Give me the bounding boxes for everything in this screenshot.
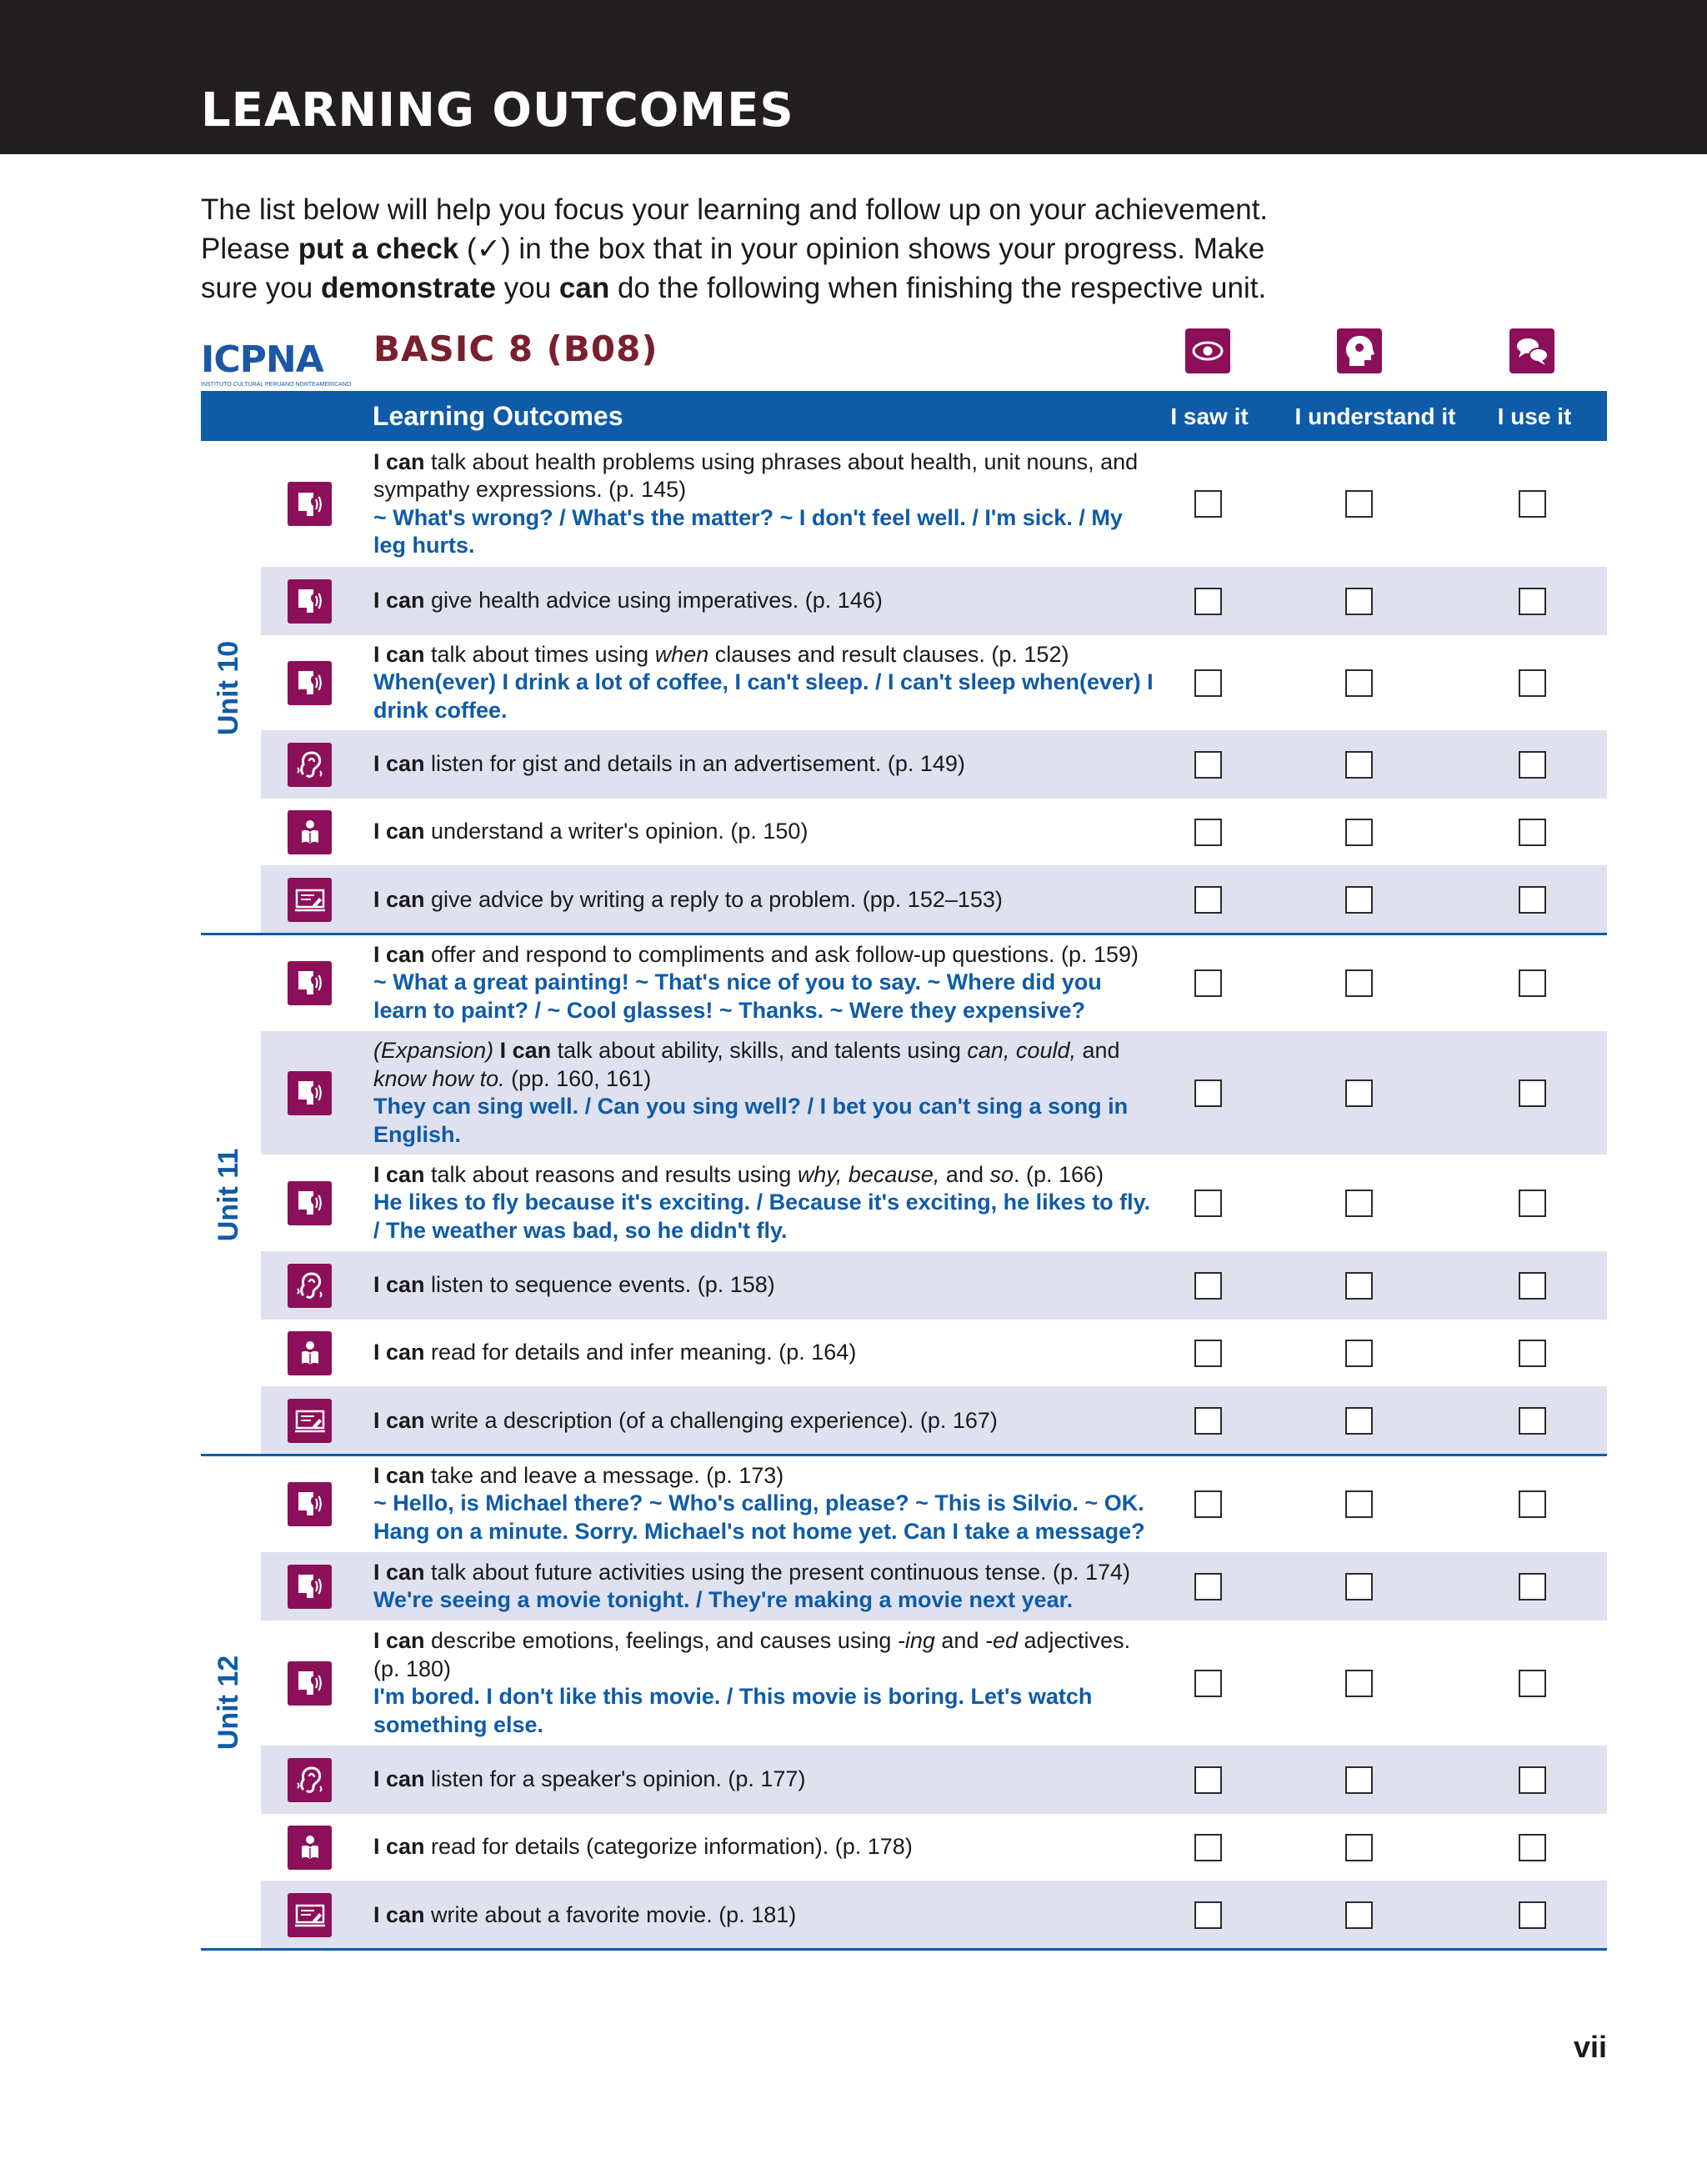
understand-it-checkbox[interactable]	[1345, 1190, 1373, 1217]
eye-icon	[1185, 328, 1230, 373]
outcome-description: and	[939, 1161, 990, 1187]
outcome-description: talk about future activities using the present continuous tense. (p. 174)	[424, 1559, 1131, 1585]
speaking-icon	[288, 1181, 332, 1225]
outcome-description: read for details and infer meaning. (p. 164)	[424, 1340, 857, 1365]
speaking-icon	[288, 482, 332, 526]
saw-it-checkbox[interactable]	[1194, 1490, 1222, 1518]
outcome-description: write a description (of a challenging experience). (p. 167)	[424, 1407, 998, 1433]
speaking-icon	[288, 1661, 332, 1706]
outcome-italic-term: can, could,	[967, 1038, 1076, 1063]
outcome-lead: I can	[373, 1834, 425, 1859]
speaking-icon	[288, 579, 332, 624]
outcome-row	[261, 1620, 1607, 1746]
use-it-checkbox[interactable]	[1519, 1079, 1546, 1107]
reading-icon	[288, 1331, 332, 1375]
outcome-row	[261, 1386, 1607, 1455]
outcome-text	[373, 587, 1157, 615]
saw-it-checkbox[interactable]	[1194, 886, 1222, 914]
outcome-lead: I can	[373, 1161, 425, 1187]
understand-it-checkbox[interactable]	[1345, 969, 1373, 997]
outcome-description: (pp. 160, 161)	[504, 1065, 652, 1091]
outcome-example: ~ Hello, is Michael there? ~ Who's calling, please? ~ This is Silvio. ~ OK. Hang on a minute. Sorry. Michael's not home yet. Can I take a message?	[373, 1490, 1145, 1544]
outcome-description: write about a favorite movie. (p. 181)	[424, 1901, 797, 1927]
outcome-text	[373, 1462, 1157, 1546]
outcome-description: understand a writer's opinion. (p. 150)	[424, 819, 808, 844]
outcome-row	[261, 1031, 1607, 1155]
header-i-use-it: I use it	[1497, 403, 1572, 429]
use-it-checkbox[interactable]	[1519, 1766, 1546, 1794]
outcome-italic-term: -ing	[897, 1628, 935, 1653]
speech-bubbles-icon	[1509, 328, 1554, 373]
understand-it-checkbox[interactable]	[1345, 1834, 1373, 1861]
outcome-lead: I can	[373, 1628, 425, 1653]
outcome-row	[261, 1455, 1607, 1552]
outcome-text	[373, 1833, 1157, 1861]
use-it-checkbox[interactable]	[1519, 1490, 1546, 1518]
outcome-text	[373, 818, 1157, 846]
use-it-checkbox[interactable]	[1519, 669, 1546, 697]
saw-it-checkbox[interactable]	[1194, 490, 1222, 518]
outcome-row	[261, 441, 1607, 567]
outcome-italic-term: know how to.	[373, 1065, 505, 1091]
outcome-lead: I can	[373, 1340, 425, 1365]
outcome-row	[261, 1251, 1607, 1320]
outcome-italic-term: when	[654, 641, 709, 667]
saw-it-checkbox[interactable]	[1194, 751, 1222, 779]
use-it-checkbox[interactable]	[1519, 819, 1546, 846]
outcome-example: ~ What a great painting! ~ That's nice of you to say. ~ Where did you learn to paint? / ~ Cool glasses! ~ Thanks. ~ Were they expensive?	[373, 969, 1102, 1023]
outcome-description: give health advice using imperatives. (p. 146)	[424, 588, 883, 613]
outcome-text	[373, 941, 1157, 1025]
outcome-description: take and leave a message. (p. 173)	[424, 1462, 784, 1488]
outcome-lead: I can	[373, 751, 425, 776]
saw-it-checkbox[interactable]	[1194, 588, 1222, 615]
outcome-row	[261, 1746, 1607, 1814]
understand-it-checkbox[interactable]	[1345, 669, 1373, 697]
intro-line-1: The list below will help you focus your learning and follow up on your achievement.	[201, 193, 1269, 226]
saw-it-checkbox[interactable]	[1194, 1079, 1222, 1107]
outcome-row	[261, 1320, 1607, 1386]
page-title: LEARNING OUTCOMES	[201, 83, 794, 138]
outcome-description: give advice by writing a reply to a problem. (pp. 152–153)	[424, 886, 1003, 912]
outcome-lead: I can	[373, 886, 425, 912]
outcome-row	[261, 567, 1607, 635]
use-it-checkbox[interactable]	[1519, 1573, 1546, 1600]
understand-it-checkbox[interactable]	[1345, 1340, 1373, 1367]
outcome-text	[373, 1901, 1157, 1930]
use-it-checkbox[interactable]	[1519, 490, 1546, 518]
unit-label	[204, 1455, 254, 1950]
outcome-description: listen for gist and details in an advertisement. (p. 149)	[424, 751, 965, 776]
understand-it-checkbox[interactable]	[1345, 1766, 1373, 1794]
saw-it-checkbox[interactable]	[1194, 1340, 1222, 1367]
speaking-icon	[288, 1071, 332, 1115]
outcome-lead: I can	[373, 588, 425, 613]
saw-it-checkbox[interactable]	[1194, 1901, 1222, 1929]
outcome-lead: I can	[373, 1272, 425, 1297]
understand-it-checkbox[interactable]	[1345, 1407, 1373, 1435]
outcome-row	[261, 730, 1607, 799]
listening-icon	[288, 1264, 332, 1308]
outcome-lead: I can	[499, 1038, 552, 1063]
use-it-checkbox[interactable]	[1519, 969, 1546, 997]
outcome-description: talk about reasons and results using	[424, 1161, 798, 1187]
outcome-text	[373, 1271, 1157, 1300]
use-it-checkbox[interactable]	[1519, 588, 1546, 615]
outcome-description: read for details (categorize information). (p. 178)	[424, 1834, 913, 1859]
unit-divider	[201, 1948, 1607, 1951]
outcome-text	[373, 1627, 1157, 1739]
intro-line-3: sure you demonstrate you can do the following when finishing the respective unit.	[201, 272, 1267, 304]
header-i-understand-it: I understand it	[1294, 403, 1456, 429]
use-it-checkbox[interactable]	[1519, 1901, 1546, 1929]
outcome-description: . (p. 166)	[1014, 1161, 1104, 1187]
writing-icon	[288, 1399, 332, 1443]
intro-line-2: Please put a check (✓) in the box that in your opinion shows your progress. Make	[201, 233, 1265, 265]
reading-icon	[288, 810, 332, 854]
outcome-row	[261, 934, 1607, 1031]
outcome-description: offer and respond to compliments and ask follow-up questions. (p. 159)	[424, 941, 1139, 967]
use-it-checkbox[interactable]	[1519, 886, 1546, 914]
saw-it-checkbox[interactable]	[1194, 969, 1222, 997]
outcome-italic-term: why, because,	[797, 1161, 940, 1187]
outcome-row	[261, 865, 1607, 934]
unit-label	[204, 441, 254, 934]
table-header	[201, 391, 1607, 441]
speaking-icon	[288, 961, 332, 1005]
outcome-description: and	[934, 1628, 985, 1653]
outcome-example: I'm bored. I don't like this movie. / This movie is boring. Let's watch something else.	[373, 1684, 1093, 1737]
outcome-description: talk about times using	[424, 641, 655, 667]
outcome-example: ~ What's wrong? / What's the matter? ~ I don't feel well. / I'm sick. / My leg hurts.	[373, 504, 1123, 558]
reading-icon	[288, 1826, 332, 1870]
outcome-lead: I can	[373, 448, 425, 474]
outcome-italic-term: so	[989, 1161, 1014, 1187]
writing-icon	[288, 1893, 332, 1937]
outcome-row	[261, 1814, 1607, 1881]
outcome-row	[261, 635, 1607, 730]
outcome-description: and	[1075, 1038, 1120, 1063]
saw-it-checkbox[interactable]	[1194, 1766, 1222, 1794]
unit-label	[204, 934, 254, 1455]
use-it-checkbox[interactable]	[1519, 1340, 1546, 1367]
outcome-description: describe emotions, feelings, and causes using	[424, 1628, 898, 1653]
use-it-checkbox[interactable]	[1519, 1272, 1546, 1300]
outcome-example: They can sing well. / Can you sing well? / I bet you can't sing a song in English.	[373, 1094, 1129, 1147]
brand-row	[201, 325, 1607, 392]
icpna-logo: ICPNA INSTITUTO CULTURAL PERUANO NORTEAMERICANO	[201, 338, 352, 388]
saw-it-checkbox[interactable]	[1194, 1573, 1222, 1600]
outcome-expansion-note: (Expansion)	[373, 1038, 494, 1063]
outcome-text	[373, 1037, 1157, 1149]
intro-text	[201, 190, 1568, 308]
saw-it-checkbox[interactable]	[1194, 1670, 1222, 1697]
outcome-lead: I can	[373, 1462, 425, 1488]
outcome-italic-term: -ed	[984, 1628, 1018, 1653]
outcome-text	[373, 448, 1157, 560]
outcome-row	[261, 799, 1607, 865]
speaking-icon	[288, 1565, 332, 1609]
outcome-text	[373, 1559, 1157, 1615]
use-it-checkbox[interactable]	[1519, 1190, 1546, 1217]
outcome-description: listen for a speaker's opinion. (p. 177)	[424, 1766, 806, 1791]
unit-label-text: Unit 12	[213, 1655, 245, 1751]
use-it-checkbox[interactable]	[1519, 1670, 1546, 1697]
understand-it-checkbox[interactable]	[1345, 1670, 1373, 1697]
outcome-description: clauses and result clauses. (p. 152)	[708, 641, 1069, 667]
understand-it-checkbox[interactable]	[1345, 1079, 1373, 1107]
speaking-icon	[288, 661, 332, 705]
understand-it-checkbox[interactable]	[1345, 886, 1373, 914]
header-learning-outcomes: Learning Outcomes	[373, 401, 623, 431]
saw-it-checkbox[interactable]	[1194, 1834, 1222, 1861]
outcome-lead: I can	[373, 819, 425, 844]
writing-icon	[288, 878, 332, 922]
outcome-text	[373, 750, 1157, 779]
outcome-row	[261, 1155, 1607, 1251]
unit-label-text: Unit 11	[213, 1148, 245, 1242]
outcome-example: We're seeing a movie tonight. / They're making a movie next year.	[373, 1587, 1074, 1612]
saw-it-checkbox[interactable]	[1194, 1190, 1222, 1217]
understand-it-checkbox[interactable]	[1345, 588, 1373, 615]
understand-it-checkbox[interactable]	[1345, 751, 1373, 779]
listening-icon	[288, 1758, 332, 1802]
head-lightbulb-icon	[1337, 328, 1382, 373]
understand-it-checkbox[interactable]	[1345, 1901, 1373, 1929]
outcome-row	[261, 1881, 1607, 1950]
outcome-description: talk about health problems using phrases about health, unit nouns, and sympathy expressions. (p. 145)	[373, 448, 1139, 502]
level-title: BASIC 8 (B08)	[373, 328, 658, 369]
saw-it-checkbox[interactable]	[1194, 1272, 1222, 1300]
outcome-lead: I can	[373, 641, 425, 667]
understand-it-checkbox[interactable]	[1345, 1490, 1373, 1518]
outcome-text	[373, 886, 1157, 914]
saw-it-checkbox[interactable]	[1194, 669, 1222, 697]
outcome-text	[373, 641, 1157, 725]
outcome-text	[373, 1339, 1157, 1367]
outcome-lead: I can	[373, 1407, 425, 1433]
saw-it-checkbox[interactable]	[1194, 1407, 1222, 1435]
outcome-description: talk about ability, skills, and talents using	[551, 1038, 968, 1063]
outcome-text	[373, 1407, 1157, 1435]
outcome-example: He likes to fly because it's exciting. / Because it's exciting, he likes to fly. / The weather was bad, so he didn't fly.	[373, 1190, 1151, 1243]
outcome-description: listen to sequence events. (p. 158)	[424, 1272, 775, 1297]
use-it-checkbox[interactable]	[1519, 1407, 1546, 1435]
understand-it-checkbox[interactable]	[1345, 1573, 1373, 1600]
outcome-description: adjectives. (p. 180)	[373, 1628, 1131, 1681]
saw-it-checkbox[interactable]	[1194, 819, 1222, 846]
outcome-lead: I can	[373, 941, 425, 967]
outcome-text	[373, 1766, 1157, 1794]
outcome-row	[261, 1552, 1607, 1620]
page-number: vii	[1573, 2030, 1607, 2064]
outcome-lead: I can	[373, 1559, 425, 1585]
outcome-text	[373, 1161, 1157, 1245]
listening-icon	[288, 743, 332, 787]
header-i-saw-it: I saw it	[1170, 403, 1249, 429]
speaking-icon	[288, 1482, 332, 1526]
use-it-checkbox[interactable]	[1519, 751, 1546, 779]
unit-label-text: Unit 10	[213, 640, 245, 735]
understand-it-checkbox[interactable]	[1345, 490, 1373, 518]
outcome-lead: I can	[373, 1901, 425, 1927]
understand-it-checkbox[interactable]	[1345, 819, 1373, 846]
understand-it-checkbox[interactable]	[1345, 1272, 1373, 1300]
use-it-checkbox[interactable]	[1519, 1834, 1546, 1861]
outcome-lead: I can	[373, 1766, 425, 1791]
outcome-example: When(ever) I drink a lot of coffee, I can't sleep. / I can't sleep when(ever) I drink coffee.	[373, 669, 1154, 723]
